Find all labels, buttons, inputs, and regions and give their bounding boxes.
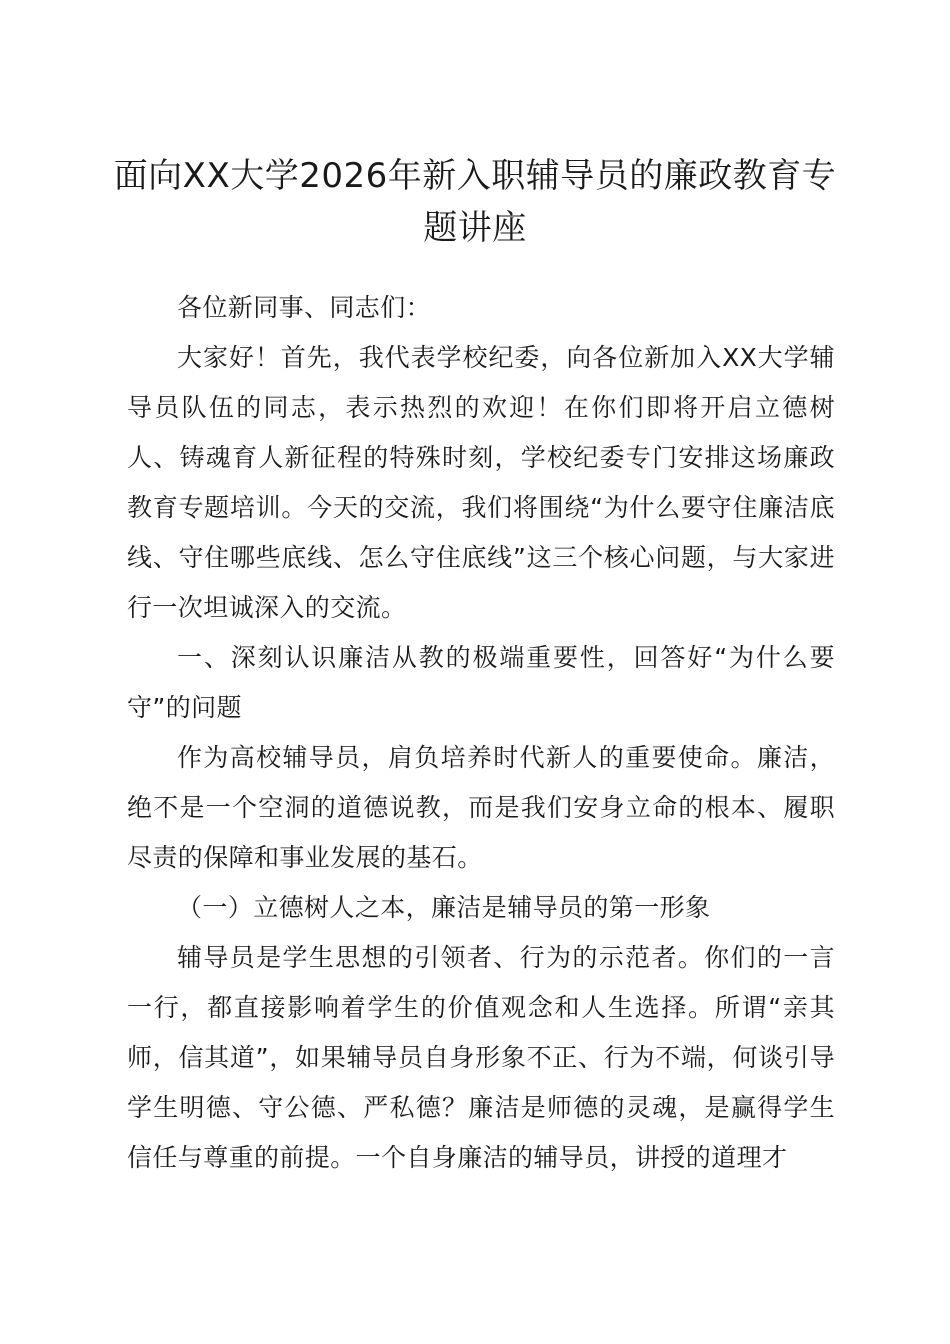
subsection-heading-1: （一）立德树人之本，廉洁是辅导员的第一形象: [177, 893, 711, 922]
body-paragraph: 作为高校辅导员，肩负培养时代新人的重要使命。廉洁，绝不是一个空洞的道德说教，而是我们安身立命的根本、履职尽责的保障和事业发展的基石。: [127, 743, 835, 872]
document-title: 面向XX大学2026年新入职辅导员的廉政教育专题讲座: [113, 156, 837, 248]
section-heading-1: 一、深刻认识廉洁从教的极端重要性，回答好“为什么要守”的问题: [127, 643, 835, 722]
document-body: [127, 283, 835, 1183]
body-paragraph: 辅导员是学生思想的引领者、行为的示范者。你们的一言一行，都直接影响着学生的价值观念和人生选择。所谓“亲其师，信其道”，如果辅导员自身形象不正、行为不端，何谈引导学生明德、守公德、严私德？廉洁是师德的灵魂，是赢得学生信任与尊重的前提。一个自身廉洁的辅导员，讲授的道理才: [127, 943, 835, 1172]
opening-paragraph: 大家好！首先，我代表学校纪委，向各位新加入XX大学辅导员队伍的同志，表示热烈的欢迎！在你们即将开启立德树人、铸魂育人新征程的特殊时刻，学校纪委专门安排这场廉政教育专题培训。今天的交流，我们将围绕“为什么要守住廉洁底线、守住哪些底线、怎么守住底线”这三个核心问题，与大家进行一次坦诚深入的交流。: [127, 343, 835, 622]
salutation-paragraph: 各位新同事、同志们：: [177, 293, 432, 322]
